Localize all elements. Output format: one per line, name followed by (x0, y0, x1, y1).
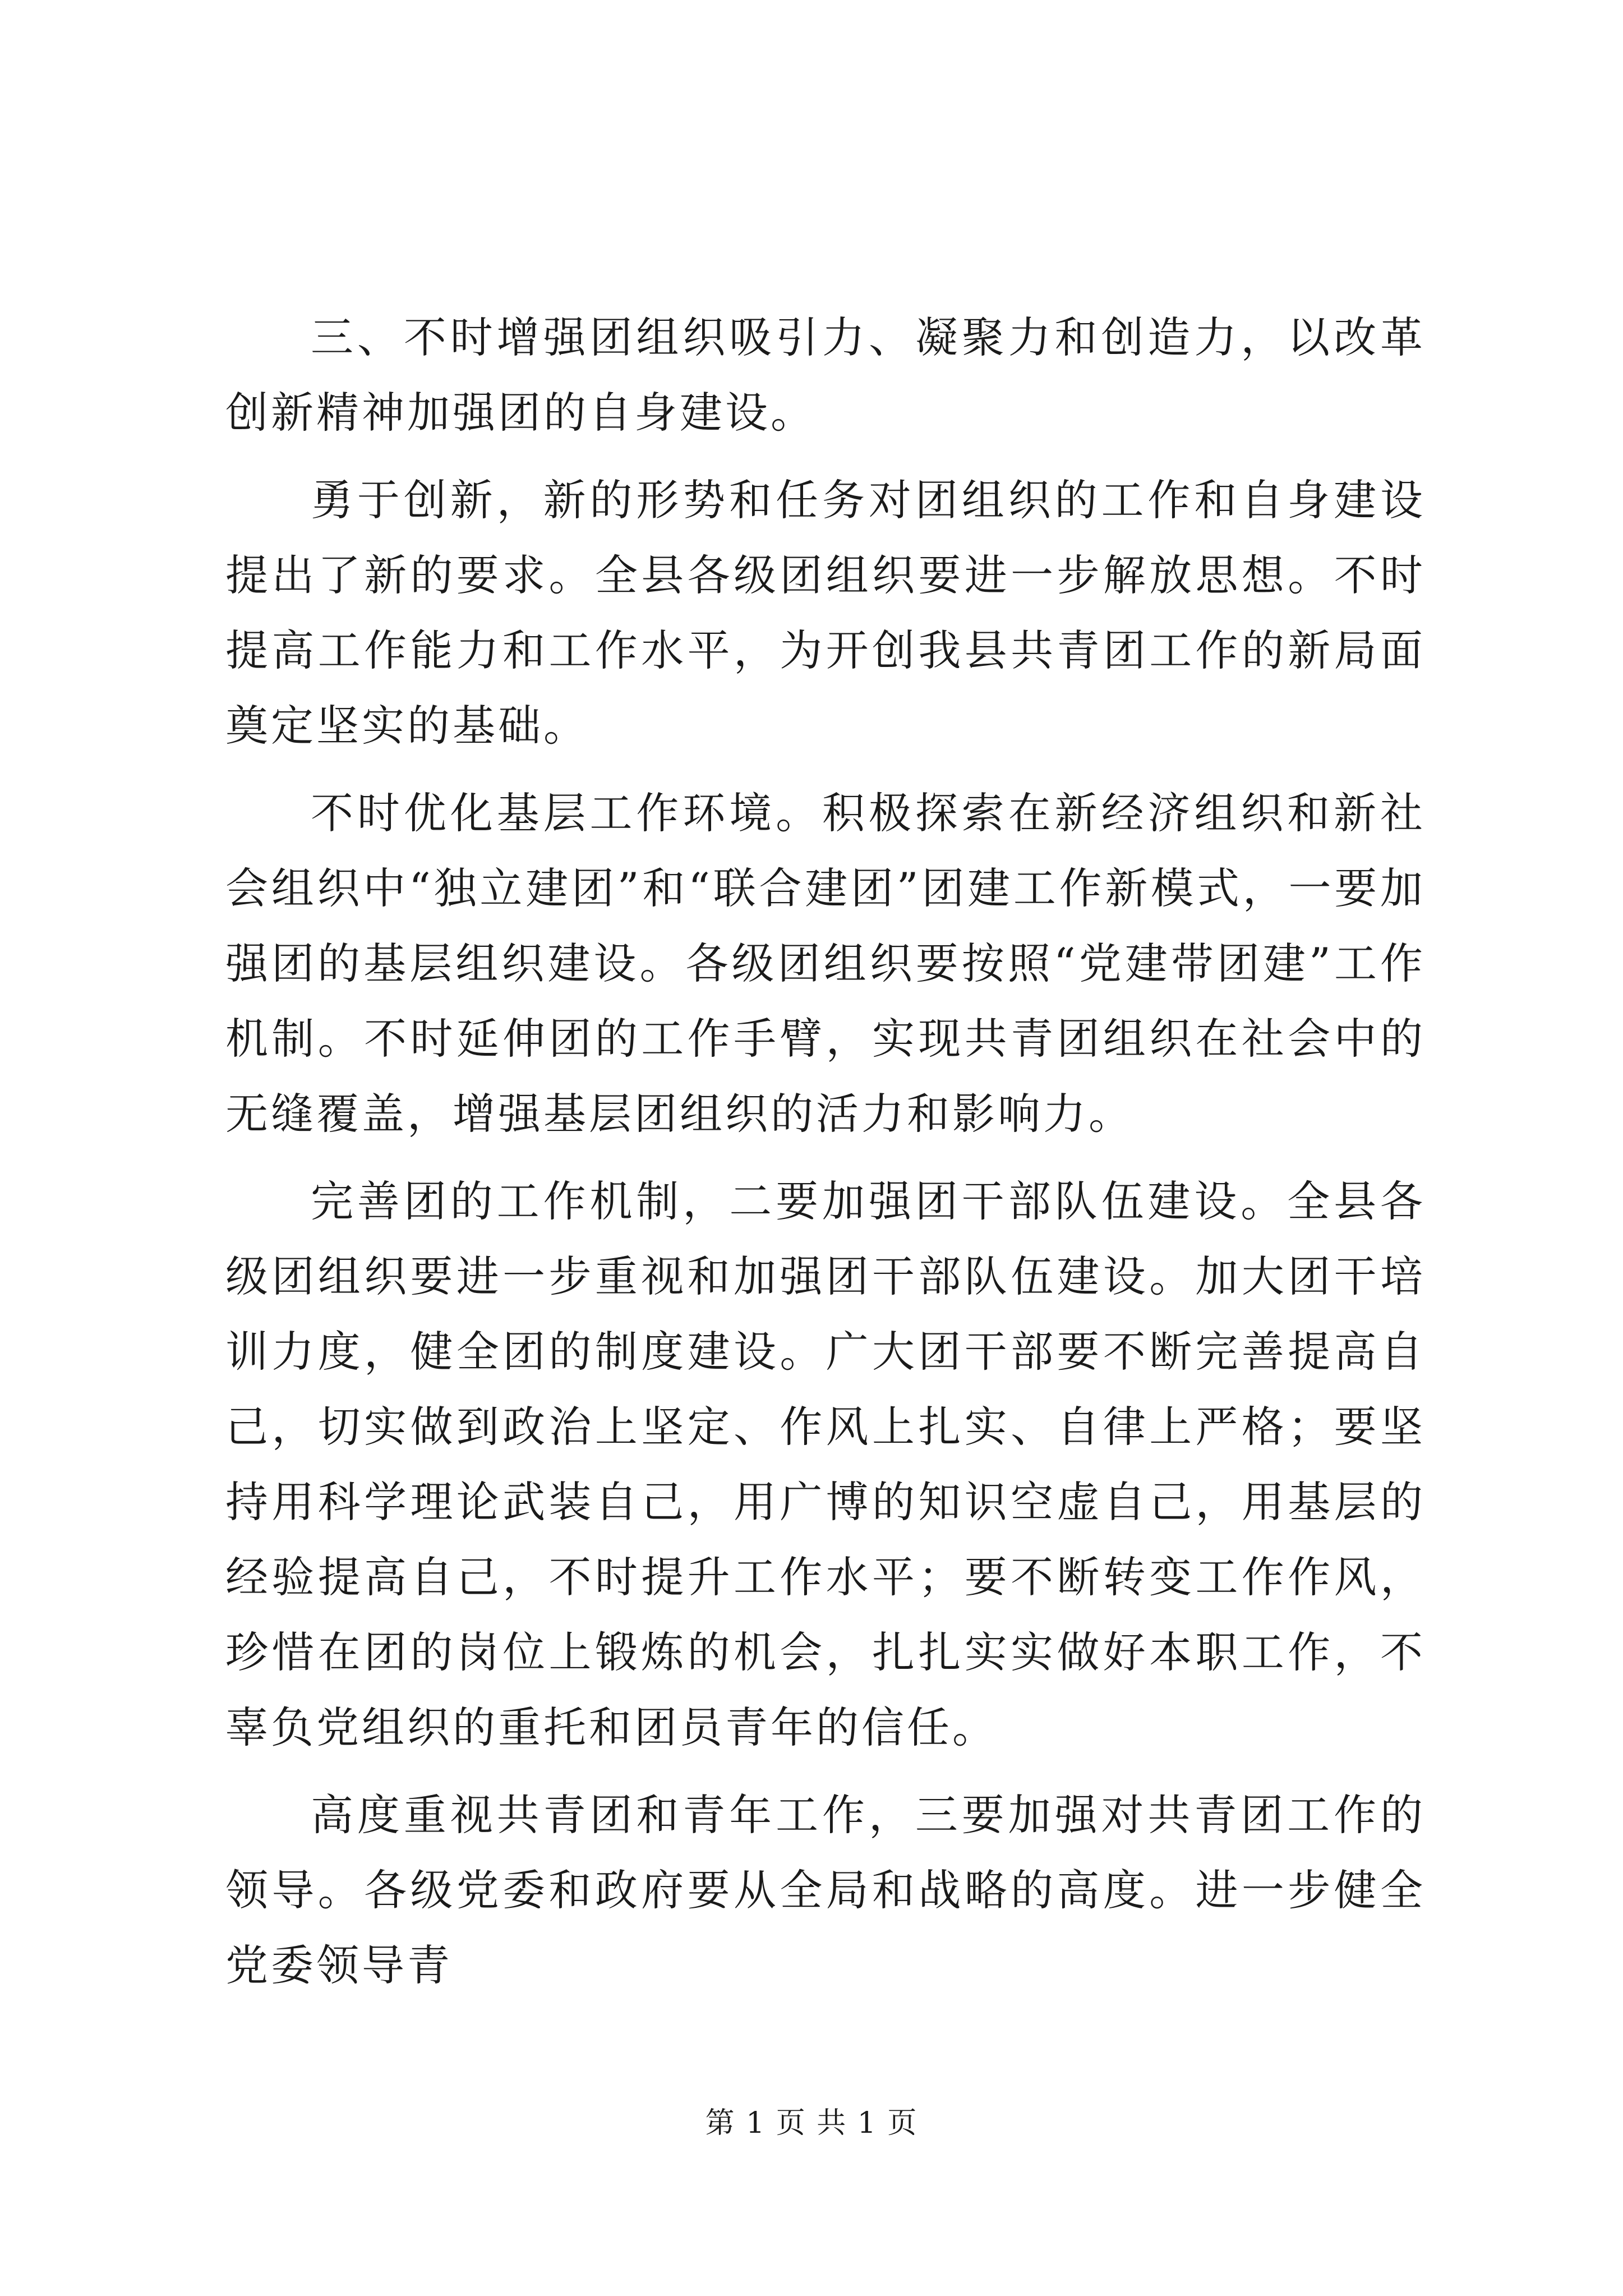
paragraph-work-mechanism: 完善团的工作机制，二要加强团干部队伍建设。全县各级团组织要进一步重视和加强团干部队伍建设。加大团干培训力度，健全团的制度建设。广大团干部要不断完善提高自己，切实做到政治上坚定、作风上扎实、自律上严格；要坚持用科学理论武装自己，用广博的知识空虚自己，用基层的经验提高自己，不时提升工作水平；要不断转变工作作风，珍惜在团的岗位上锻炼的机会，扎扎实实做好本职工作，不辜负党组织的重托和团员青年的信任。 (225, 1176, 1426, 1752)
paragraph-innovation: 勇于创新，新的形势和任务对团组织的工作和自身建设提出了新的要求。全县各级团组织要进一步解放思想。不时提高工作能力和工作水平，为开创我县共青团工作的新局面奠定坚实的基础。 (225, 475, 1426, 751)
paragraph-grassroots-environment: 不时优化基层工作环境。积极探索在新经济组织和新社会组织中“独立建团”和“联合建团”团建工作新模式，一要加强团的基层组织建设。各级团组织要按照“党建带团建”工作机制。不时延伸团的工作手臂，实现共青团组织在社会中的无缝覆盖，增强基层团组织的活力和影响力。 (225, 788, 1426, 1139)
document-body (225, 300, 1426, 2016)
page-footer: 第 1 页 共 1 页 (705, 2106, 918, 2140)
paragraph-section-three-heading: 三、不时增强团组织吸引力、凝聚力和创造力，以改革创新精神加强团的自身建设。 (225, 312, 1426, 438)
paragraph-leadership: 高度重视共青团和青年工作，三要加强对共青团工作的领导。各级党委和政府要从全局和战略的高度。进一步健全党委领导青 (225, 1790, 1426, 1990)
